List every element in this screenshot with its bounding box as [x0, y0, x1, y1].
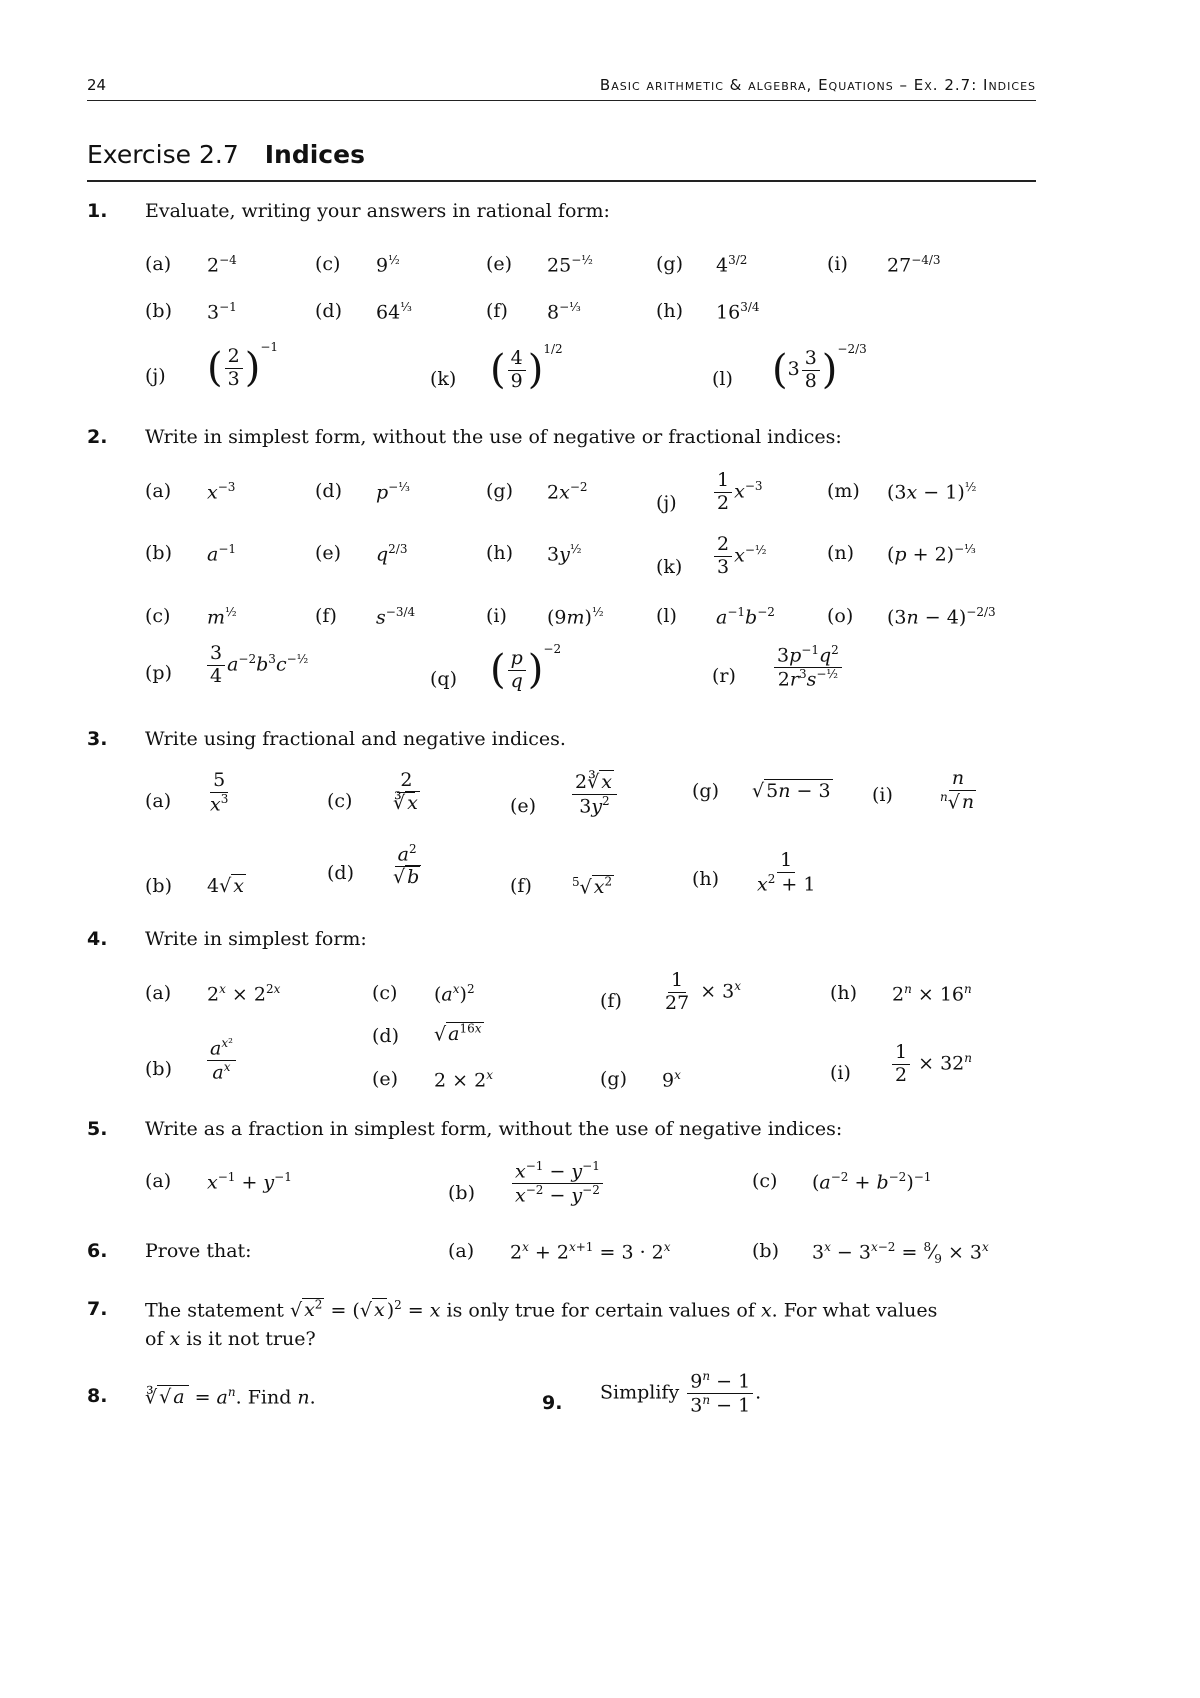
math-expression: $\frac{3}{4}$ $a^{-2}b^3c^{-\frac{1}{2}}$ [205, 643, 308, 688]
math-expression: $3y^{\frac{1}{2}}$ [547, 542, 582, 566]
math-expression: $(p + 2)^{-\frac{1}{3}}$ [887, 542, 976, 566]
part-label: (b) [145, 542, 172, 564]
math-expression: $8^{-\frac{1}{3}}$ [547, 300, 581, 324]
math-expression: $64^{\frac{1}{3}}$ [376, 300, 412, 324]
question-number: 5. [87, 1118, 108, 1140]
part-label: (g) [656, 253, 683, 275]
part-label: (q) [430, 668, 457, 690]
part-label: (f) [510, 875, 532, 897]
math-expression: $2x^{-2}$ [547, 480, 588, 504]
question-number: 6. [87, 1240, 108, 1262]
math-expression: ∛ √ $a = a^n$. Find n. [145, 1385, 316, 1409]
part-label: (m) [827, 480, 860, 502]
part-label: (a) [145, 480, 172, 502]
math-expression: $2^x \times 2^{2x}$ [207, 982, 281, 1006]
part-label: (e) [486, 253, 513, 275]
math-expression: $a^{-1}b^{-2}$ [716, 605, 775, 629]
part-label: (j) [145, 365, 166, 387]
running-title: Basic arithmetic & algebra, Equations – Ex. 2.7: Indices [599, 76, 1036, 94]
math-expression: $^5$√ $x^2$ [572, 875, 613, 899]
part-label: (a) [448, 1240, 475, 1262]
find-label: Find [247, 1386, 292, 1409]
math-expression: $16^{3/4}$ [716, 300, 760, 324]
part-label: (b) [145, 875, 172, 897]
math-expression: $x^{-1} + y^{-1}$ [207, 1170, 292, 1194]
math-expression: (3 $\frac{3}{8}$ )$^{-2/3}$ [772, 342, 867, 393]
math-expression: $2 \times 2^x$ [434, 1068, 493, 1092]
part-label: (a) [145, 790, 172, 812]
math-expression: $(3n - 4)^{-2/3}$ [887, 605, 996, 629]
question-number: 7. [87, 1298, 108, 1320]
part-label: (a) [145, 253, 172, 275]
statement-tail: For what values [783, 1299, 938, 1322]
part-label: (h) [486, 542, 514, 564]
part-label: (i) [827, 253, 848, 275]
math-expression: $m^{\frac{1}{2}}$ [207, 605, 237, 629]
part-label: (c) [327, 790, 353, 812]
part-label: (g) [600, 1068, 627, 1090]
math-expression: ( $\frac{2}{3}$ )$^{-1}$ [207, 340, 279, 391]
part-label: (d) [315, 480, 342, 502]
question-number: 9. [542, 1392, 563, 1414]
math-expression: $\frac{2}{3}$ $x^{-\frac{1}{2}}$ [712, 534, 767, 579]
part-label: (h) [692, 868, 720, 890]
math-expression: √ $a^{16x}$ [434, 1022, 482, 1046]
math-expression: $\frac{5}{x^3}$ [210, 769, 229, 816]
math-expression: $\frac{a^{x^2}}{a^x}$ [205, 1037, 238, 1084]
question-text: Write as a fraction in simplest form, without the use of negative indices: [145, 1118, 843, 1140]
math-expression: $(9m)^{\frac{1}{2}}$ [547, 605, 604, 629]
part-label: (f) [600, 990, 622, 1012]
math-expression: $25^{-\frac{1}{2}}$ [547, 253, 593, 277]
part-label: (f) [315, 605, 337, 627]
math-expression: $(a^x)^2$ [434, 982, 475, 1006]
part-label: (d) [327, 862, 354, 884]
part-label: (b) [448, 1182, 475, 1204]
simplify-label: Simplify [600, 1381, 680, 1404]
part-label: (i) [830, 1062, 851, 1084]
statement-of: of [145, 1328, 164, 1350]
part-label: (d) [315, 300, 342, 322]
math-expression: Simplify $\frac{9^n - 1}{3^n - 1}$ . [600, 1369, 762, 1417]
question-number: 8. [87, 1385, 108, 1407]
part-label: (b) [752, 1240, 779, 1262]
math-expression: $q^{2/3}$ [376, 542, 408, 566]
part-label: (g) [486, 480, 513, 502]
statement-lead: The statement [145, 1299, 284, 1322]
math-expression: $4^{3/2}$ [716, 253, 748, 277]
part-label: (c) [752, 1170, 778, 1192]
part-label: (e) [372, 1068, 399, 1090]
part-label: (p) [145, 662, 172, 684]
part-label: (b) [145, 300, 172, 322]
math-expression: $\frac{2}{∛ x}$ [393, 769, 418, 814]
part-label: (g) [692, 780, 719, 802]
math-expression: ( $\frac{4}{9}$ )$^{1/2}$ [490, 342, 563, 393]
math-expression: $3^{-1}$ [207, 300, 237, 324]
part-label: (l) [656, 605, 677, 627]
math-expression: $(3x - 1)^{\frac{1}{2}}$ [887, 480, 977, 504]
part-label: (c) [372, 982, 398, 1004]
running-header [87, 74, 1036, 101]
question-number: 1. [87, 200, 108, 222]
math-expression: $\frac{1}{27}$ × $3^x$ [665, 969, 742, 1014]
math-expression: $\frac{1}{2}$ $x^{-3}$ [712, 470, 763, 515]
page-number: 24 [87, 76, 107, 94]
part-label: (a) [145, 982, 172, 1004]
math-expression: $2^x + 2^{x+1} = 3 \cdot 2^x$ [510, 1240, 671, 1264]
exercise-title [87, 140, 1036, 182]
part-label: (c) [315, 253, 341, 275]
part-label: (i) [486, 605, 507, 627]
exercise-name: Indices [264, 140, 365, 169]
part-label: (d) [372, 1025, 399, 1047]
part-label: (a) [145, 1170, 172, 1192]
part-label: (o) [827, 605, 854, 627]
exercise-label: Exercise 2.7 [87, 140, 239, 169]
part-label: (r) [712, 665, 736, 687]
math-expression: $2^{-4}$ [207, 253, 237, 277]
math-expression: $27^{-4/3}$ [887, 253, 941, 277]
math-expression: $(a^{-2} + b^{-2})^{-1}$ [812, 1170, 932, 1194]
math-expression: $\frac{1}{2}$ × $32^n$ [890, 1042, 972, 1087]
part-label: (c) [145, 605, 171, 627]
math-expression: $p^{-\frac{1}{3}}$ [376, 480, 410, 504]
question-text: Prove that: [145, 1240, 252, 1262]
math-expression: $\frac{1}{x^2 + 1}$ [757, 849, 816, 896]
statement-end: is it not true? [186, 1328, 316, 1350]
part-label: (e) [510, 795, 537, 817]
math-expression: $x^{-3}$ [207, 480, 236, 504]
part-label: (h) [656, 300, 684, 322]
part-label: (n) [827, 542, 855, 564]
math-expression: $\frac{n}{^n√ n}$ [940, 767, 975, 814]
question-number: 4. [87, 928, 108, 950]
question-text: Write using fractional and negative indices. [145, 728, 566, 750]
question-text: Write in simplest form: [145, 928, 367, 950]
math-expression: 4√ x [207, 875, 244, 897]
statement-body: is only true for certain values of [446, 1299, 755, 1322]
question-number: 3. [87, 728, 108, 750]
question-number: 2. [87, 426, 108, 448]
math-expression: $\frac{a^2}{√ b}$ [393, 842, 420, 889]
part-label: (f) [486, 300, 508, 322]
math-expression: $2^n \times 16^n$ [892, 982, 972, 1006]
part-label: (j) [656, 492, 677, 514]
part-label: (k) [430, 368, 457, 390]
part-label: (i) [872, 784, 893, 806]
math-expression: $a^{-1}$ [207, 542, 237, 566]
math-expression: $3^x - 3^{x-2}$ = $^8⁄_9 \times 3^x$ [812, 1240, 989, 1267]
part-label: (b) [145, 1058, 172, 1080]
part-label: (e) [315, 542, 342, 564]
math-expression: √ 5n − 3 [752, 780, 831, 802]
question-text: The statement √ $x^2$ = (√ x )$^2$ = x is only true for certain values of x. For what values [145, 1298, 938, 1322]
math-expression: $\frac{2∛ x}{3y^2}$ [570, 772, 619, 818]
question-text: Write in simplest form, without the use of negative or fractional indices: [145, 426, 842, 448]
math-expression: $\frac{x^{-1} - y^{-1}}{x^{-2} - y^{-2}}$ [510, 1160, 605, 1207]
part-label: (h) [830, 982, 858, 1004]
math-expression: ( $\frac{p}{q}$ )$^{-2}$ [490, 642, 562, 693]
question-text-cont: of x is it not true? [145, 1328, 316, 1350]
math-expression: $\frac{3p^{-1}q^2}{2r^3s^{-\frac{1}{2}}}$ [772, 644, 844, 691]
math-expression: $s^{-3/4}$ [376, 605, 416, 629]
part-label: (k) [656, 556, 683, 578]
part-label: (l) [712, 368, 733, 390]
question-text: Evaluate, writing your answers in rational form: [145, 200, 610, 222]
math-expression: $9^{\frac{1}{2}}$ [376, 253, 400, 277]
math-expression: 9$^x$ [662, 1068, 681, 1092]
